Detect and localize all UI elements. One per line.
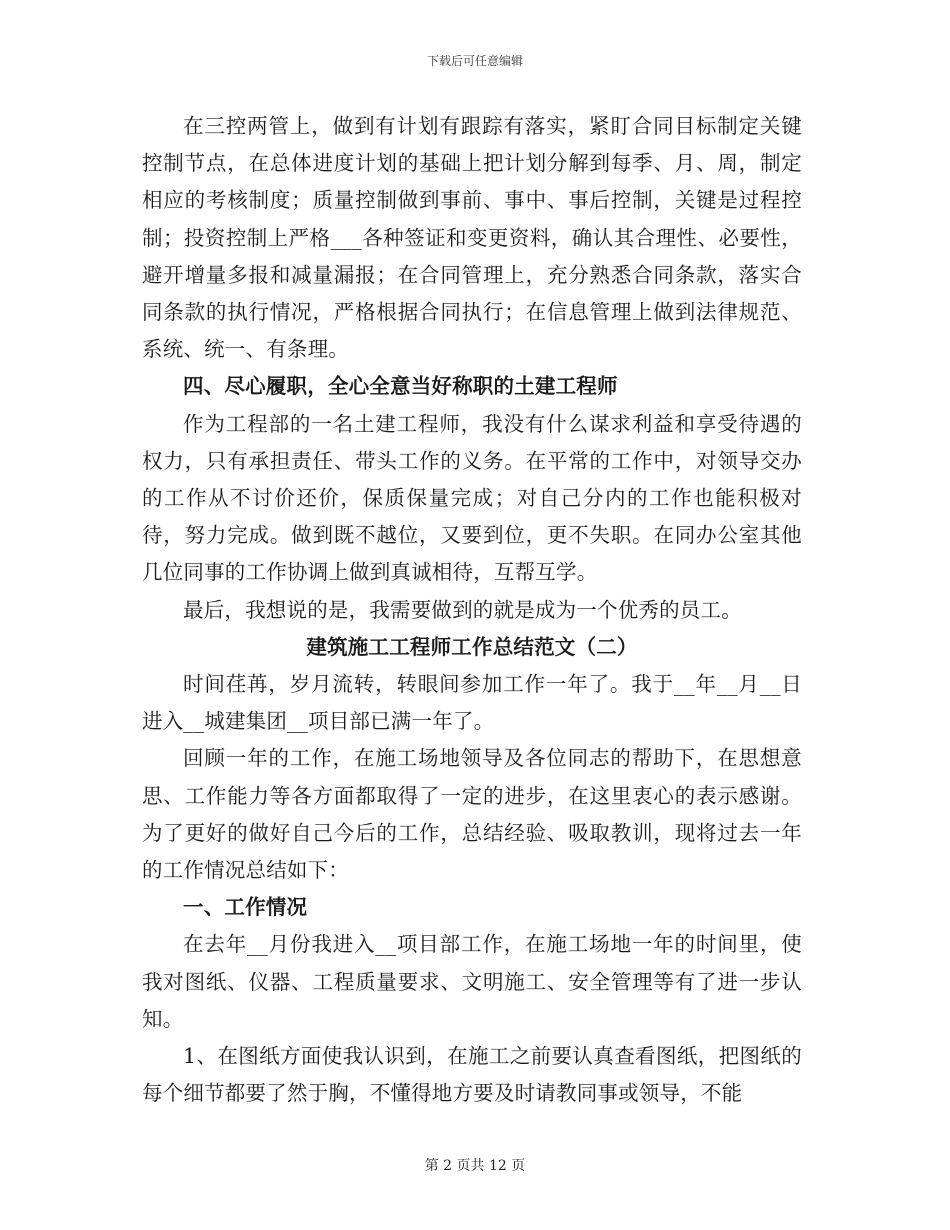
paragraph: 时间荏苒，岁月流转，转眼间参加工作一年了。我于__年__月__日进入__城建集团__项目部已满一年了。 xyxy=(142,672,802,734)
paragraph: 1、在图纸方面使我认识到，在施工之前要认真查看图纸，把图纸的每个细节都要了然于胸，不懂得地方要及时请教同事或领导，不能 xyxy=(142,1044,802,1106)
page-footer: 第 2 页共 12 页 xyxy=(424,1158,526,1174)
document-body xyxy=(142,108,802,1112)
paragraph: 作为工程部的一名土建工程师，我没有什么谋求利益和享受待遇的权力，只有承担责任、带头工作的义务。在平常的工作中，对领导交办的工作从不讨价还价，保质保量完成；对自己分内的工作也能积极对待，努力完成。做到既不越位，又要到位，更不失职。在同办公室其他几位同事的工作协调上做到真诚相待，互帮互学。 xyxy=(142,411,802,585)
page-header: 下载后可任意编辑 xyxy=(426,54,523,68)
paragraph: 回顾一年的工作，在施工场地领导及各位同志的帮助下，在思想意思、工作能力等各方面都取得了一定的进步，在这里衷心的表示感谢。为了更好的做好自己今后的工作，总结经验、吸取教训，现将过去一年的工作情况总结如下： xyxy=(142,746,802,883)
paragraph: 在三控两管上，做到有计划有跟踪有落实，紧盯合同目标制定关键控制节点，在总体进度计划的基础上把计划分解到每季、月、周，制定相应的考核制度；质量控制做到事前、事中、事后控制，关键是过程控制；投资控制上严格___各种签证和变更资料，确认其合理性、必要性，避开增量多报和减量漏报；在合同管理上，充分熟悉合同条款，落实合同条款的执行情况，严格根据合同执行；在信息管理上做到法律规范、系统、统一、有条理。 xyxy=(142,114,802,362)
document-title: 建筑施工工程师工作总结范文（二） xyxy=(306,634,638,659)
paragraph: 在去年__月份我进入__项目部工作，在施工场地一年的时间里，使我对图纸、仪器、工程质量要求、文明施工、安全管理等有了进一步认知。 xyxy=(142,932,802,1031)
section-heading: 一、工作情况 xyxy=(183,895,308,920)
paragraph: 最后，我想说的是，我需要做到的就是成为一个优秀的员工。 xyxy=(183,597,742,622)
section-heading: 四、尽心履职，全心全意当好称职的土建工程师 xyxy=(183,374,618,399)
